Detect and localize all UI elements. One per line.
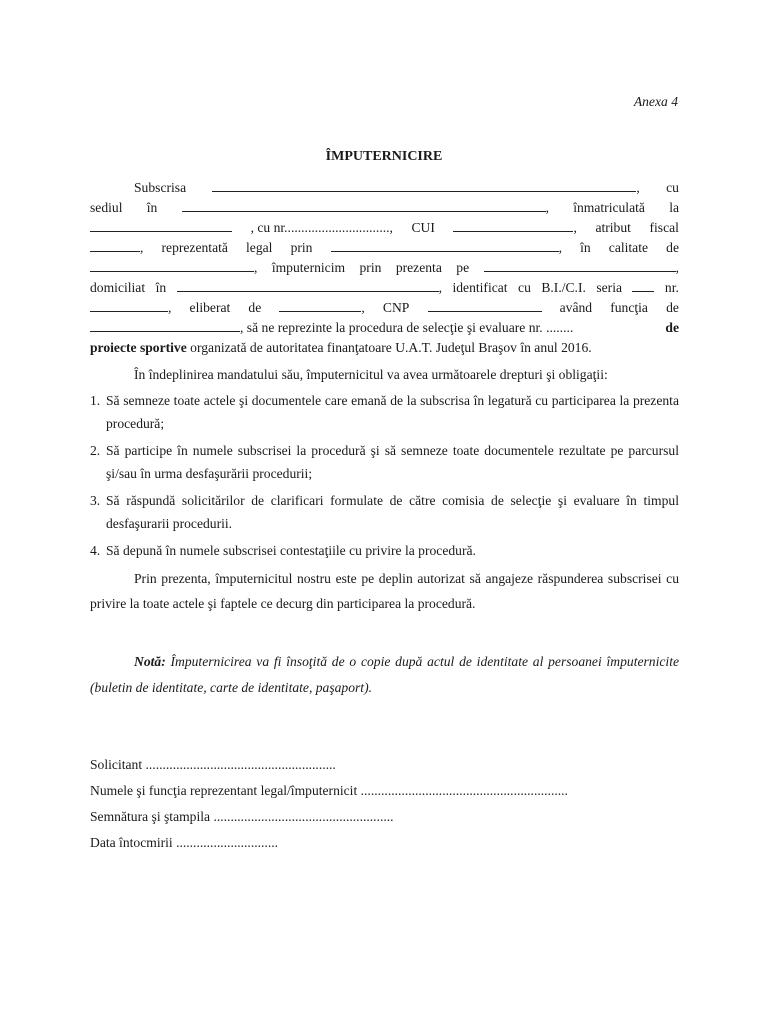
list-number: 3. bbox=[90, 493, 101, 508]
note-paragraph bbox=[90, 649, 679, 701]
list-text: Să răspundă solicitărilor de clarificari formulate de către comisia de selecţie şi evaluare în timpul desfaşurarii procedurii. bbox=[106, 493, 679, 531]
form-text: , bbox=[361, 300, 365, 315]
form-text: de bbox=[666, 240, 679, 255]
blank-function bbox=[90, 318, 240, 332]
form-text: cu bbox=[518, 280, 531, 295]
blank-id-series bbox=[632, 278, 654, 292]
form-text: Subscrisa bbox=[134, 180, 187, 195]
form-text: , să ne reprezinte la procedura de selecţie şi evaluare nr. ........ bbox=[240, 320, 574, 335]
list-text: Să participe în numele subscrisei la procedură şi să semneze toate documentele rezultate pe parcursul şi/sau în urma desfaşurării procedurii; bbox=[106, 443, 679, 481]
form-text: , bbox=[254, 260, 258, 275]
form-text: sediul bbox=[90, 200, 123, 215]
blank-capacity bbox=[90, 258, 254, 272]
list-text: Să depună în numele subscrisei contestaţiile cu privire la procedură. bbox=[106, 543, 476, 558]
form-text: identificat bbox=[452, 280, 508, 295]
form-text: la bbox=[669, 200, 679, 215]
form-text: seria bbox=[596, 280, 623, 295]
document-body bbox=[90, 178, 679, 616]
form-line-2 bbox=[90, 198, 679, 218]
form-line-1 bbox=[90, 178, 679, 198]
representative-line: Numele şi funcţia reprezentant legal/împuternicit ............................................................. bbox=[90, 783, 568, 798]
form-line-9 bbox=[90, 338, 679, 358]
list-item bbox=[90, 439, 679, 485]
form-text: , bbox=[636, 180, 640, 195]
date-line: Data întocmirii .............................. bbox=[90, 835, 279, 850]
blank-cnp bbox=[428, 298, 542, 312]
list-item bbox=[90, 489, 679, 535]
mandate-intro: În îndeplinirea mandatului său, împuternicitul va avea următoarele drepturi şi obligaţii: bbox=[134, 367, 608, 382]
list-number: 2. bbox=[90, 443, 101, 458]
form-text: fiscal bbox=[649, 220, 679, 235]
list-number: 1. bbox=[90, 393, 101, 408]
form-text: , bbox=[558, 240, 562, 255]
blank-registration bbox=[90, 218, 232, 232]
blank-company-name bbox=[212, 178, 636, 192]
form-line-5 bbox=[90, 258, 679, 278]
form-text: , bbox=[140, 240, 144, 255]
list-number: 4. bbox=[90, 543, 101, 558]
form-text: în bbox=[580, 240, 591, 255]
form-text: calitate bbox=[608, 240, 649, 255]
form-text: CUI bbox=[411, 220, 435, 235]
list-item bbox=[90, 539, 679, 562]
blank-headquarters bbox=[182, 198, 546, 212]
form-text: împuternicim bbox=[271, 260, 346, 275]
form-text: pe bbox=[456, 260, 470, 275]
form-text: organizată de autoritatea finanţatoare U.A.T. Judeţul Braşov în anul 2016. bbox=[186, 340, 592, 355]
form-text-bold: proiecte sportive bbox=[90, 340, 187, 355]
form-text: în bbox=[146, 200, 158, 215]
blank-cui bbox=[453, 218, 573, 232]
form-text: prin bbox=[290, 240, 313, 255]
form-text: , bbox=[545, 200, 549, 215]
form-text: în bbox=[155, 280, 167, 295]
blank-id-number bbox=[90, 298, 168, 312]
form-text: , bbox=[438, 280, 443, 295]
blank-legal-representative bbox=[331, 238, 559, 252]
form-text: , bbox=[168, 300, 172, 315]
form-text: , bbox=[573, 220, 577, 235]
form-line-4 bbox=[90, 238, 679, 258]
annex-label: Anexa 4 bbox=[633, 94, 678, 109]
applicant-line: Solicitant ........................................................ bbox=[90, 757, 336, 772]
form-line-8 bbox=[90, 318, 679, 338]
form-line-7 bbox=[90, 298, 679, 318]
blank-authorized-person bbox=[484, 258, 676, 272]
form-text: reprezentată bbox=[161, 240, 228, 255]
form-text: înmatriculată bbox=[573, 200, 645, 215]
blank-domicile bbox=[177, 278, 439, 292]
form-line-3 bbox=[90, 218, 679, 238]
form-text: prin bbox=[359, 260, 382, 275]
form-text: funcţia bbox=[610, 300, 648, 315]
closing-paragraph: Prin prezenta, împuternicitul nostru este pe deplin autorizat să angajeze răspunderea subscrisei cu privire la toate actele şi faptele ce decurg din participarea la procedură. bbox=[90, 571, 679, 611]
form-text: având bbox=[559, 300, 593, 315]
form-text: atribut bbox=[595, 220, 631, 235]
form-text: prezenta bbox=[395, 260, 442, 275]
form-text: CNP bbox=[382, 300, 410, 315]
form-text: , bbox=[675, 260, 679, 275]
form-text: legal bbox=[246, 240, 273, 255]
form-text: de bbox=[665, 320, 679, 335]
note-label: Notă: bbox=[134, 654, 166, 669]
note-text: Împuternicirea va fi însoţită de o copie după actul de identitate al persoanei împuternicite (buletin de identitate, carte de identitate, paşaport). bbox=[90, 654, 679, 695]
form-text: nr. bbox=[664, 280, 679, 295]
list-item bbox=[90, 389, 679, 435]
signature-block bbox=[90, 752, 679, 856]
list-text: Să semneze toate actele şi documentele care emană de la subscrisa în legatură cu participarea la prezenta procedură; bbox=[106, 393, 679, 431]
form-text: de bbox=[666, 300, 679, 315]
form-text: , cu nr..............................., bbox=[250, 220, 393, 235]
form-text: domiciliat bbox=[90, 280, 146, 295]
blank-fiscal-attribute bbox=[90, 238, 140, 252]
document-title: ÎMPUTERNICIRE bbox=[325, 149, 443, 164]
form-text: de bbox=[248, 300, 262, 315]
form-text: eliberat bbox=[189, 300, 231, 315]
form-text: B.I./C.I. bbox=[541, 280, 586, 295]
blank-issued-by bbox=[279, 298, 361, 312]
obligations-list bbox=[90, 389, 679, 562]
signature-stamp-line: Semnătura şi ştampila ..................................................... bbox=[90, 809, 394, 824]
form-line-6 bbox=[90, 278, 679, 298]
form-text: cu bbox=[666, 180, 679, 195]
